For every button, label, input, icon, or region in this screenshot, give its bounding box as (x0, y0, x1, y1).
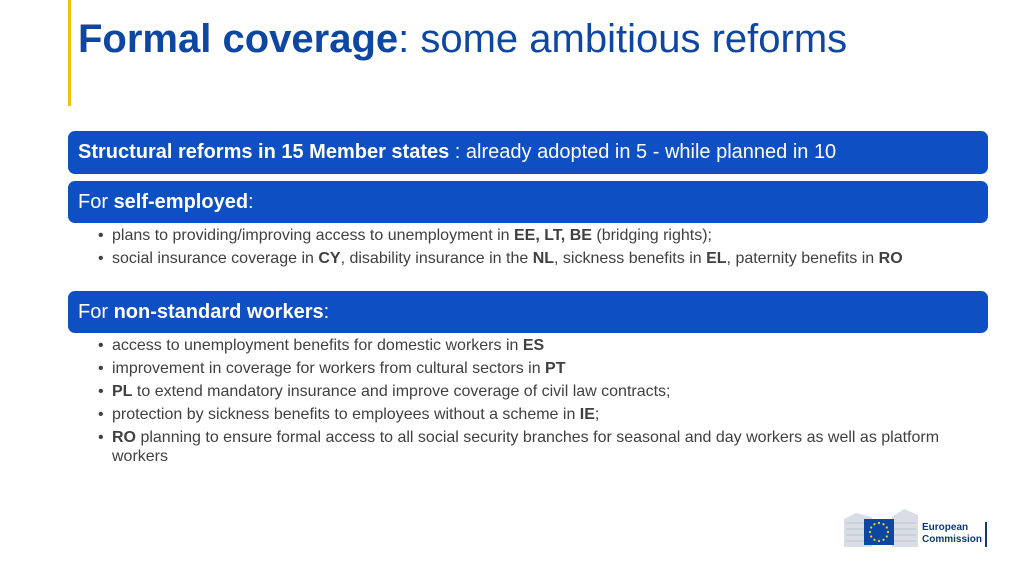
item-country: NL (532, 250, 555, 267)
list-item (98, 428, 978, 466)
self-employed-header (68, 181, 988, 223)
item-country: RO (112, 429, 136, 446)
non-standard-pre: For (78, 300, 114, 323)
list-item (98, 336, 978, 355)
item-text: protection by sickness benefits to employees without a scheme in (112, 406, 580, 423)
item-country: RO (878, 250, 903, 267)
item-country: PL (112, 383, 133, 400)
item-country: IE (579, 406, 595, 423)
page-title (78, 14, 847, 64)
non-standard-workers-header (68, 291, 988, 333)
banner-bold: Structural reforms in 15 Member states (78, 141, 450, 163)
item-text: access to unemployment benefits for domestic workers in (112, 337, 523, 354)
item-country: EL (706, 250, 727, 267)
self-employed-list (98, 226, 978, 272)
list-item (98, 249, 978, 268)
item-text: to extend mandatory insurance and improve coverage of civil law contracts; (132, 383, 671, 400)
list-item (98, 405, 978, 424)
item-country: ES (522, 337, 545, 354)
item-text: planning to ensure formal access to all social security branches for seasonal and day workers as well as platform workers (112, 429, 940, 465)
list-item (98, 382, 978, 401)
item-country: EE, LT, BE (513, 227, 592, 244)
item-text: , paternity benefits in (726, 250, 879, 267)
self-employed-pre: For (78, 190, 114, 213)
title-bold: Formal coverage (78, 17, 399, 61)
item-text: plans to providing/improving access to unemployment in (112, 227, 514, 244)
item-country: PT (545, 360, 566, 377)
item-text: social insurance coverage in (112, 250, 319, 267)
non-standard-post: : (323, 300, 330, 323)
item-text: improvement in coverage for workers from cultural sectors in (112, 360, 546, 377)
list-item (98, 226, 978, 245)
self-employed-post: : (248, 190, 254, 213)
non-standard-list (98, 336, 978, 470)
banner-rest: : already adopted in 5 - while planned in 10 (449, 141, 837, 163)
self-employed-bold: self-employed (113, 190, 249, 213)
logo-line-2: Commission (922, 534, 983, 545)
structural-reforms-banner (68, 131, 988, 174)
item-text: , disability insurance in the (340, 250, 533, 267)
title-accent-bar (68, 0, 71, 106)
item-text: ; (594, 406, 600, 423)
item-country: CY (318, 250, 341, 267)
logo-wordmark (922, 522, 982, 546)
logo-line-1: European (922, 522, 969, 533)
title-rest: : some ambitious reforms (398, 17, 848, 61)
non-standard-bold: non-standard workers (113, 300, 324, 323)
logo-divider (985, 522, 987, 547)
list-item (98, 359, 978, 378)
item-text: , sickness benefits in (554, 250, 707, 267)
item-text: (bridging rights); (591, 227, 712, 244)
